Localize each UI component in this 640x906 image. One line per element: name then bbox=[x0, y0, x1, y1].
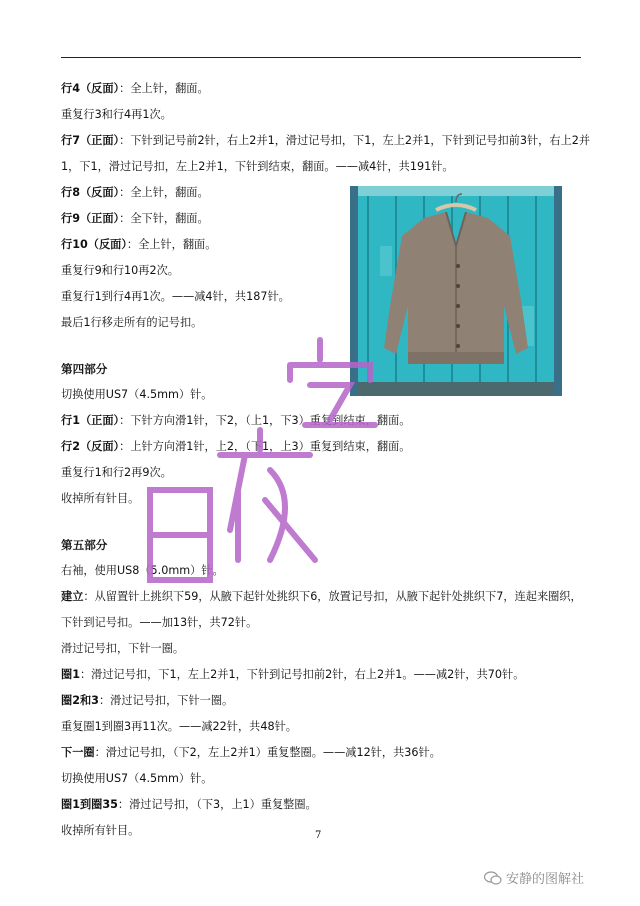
row-instruction: ：滑过记号扣，下1，左上2并1，下针到记号扣前2针，右上2并1。——减2针，共70针。 bbox=[79, 668, 525, 681]
row-label: 圈2和3 bbox=[61, 694, 99, 707]
text-line bbox=[61, 290, 290, 304]
text-line bbox=[61, 694, 233, 708]
row-instruction: 切换使用US7（4.5mm）针。 bbox=[61, 388, 213, 401]
text-line bbox=[61, 798, 317, 812]
row-instruction: ：全上针，翻面。 bbox=[119, 186, 209, 199]
page-number: 7 bbox=[315, 830, 322, 841]
row-instruction: 右袖，使用US8（5.0mm）针。 bbox=[61, 564, 224, 577]
section-heading bbox=[61, 538, 107, 552]
text-line bbox=[61, 82, 209, 96]
row-instruction: 收掉所有针目。 bbox=[61, 824, 140, 837]
text-line bbox=[61, 590, 582, 604]
row-label: 第五部分 bbox=[61, 538, 108, 552]
row-label: 行1（正面） bbox=[61, 414, 120, 427]
row-instruction: ：滑过记号扣，（下2，左上2并1）重复整圈。——减12针，共36针。 bbox=[94, 746, 441, 759]
header-rule bbox=[61, 57, 581, 58]
row-instruction: ：下针到记号前2针，右上2并1，滑过记号扣，下1，左上2并1，下针到记号扣前3针，右上2并 bbox=[119, 134, 591, 147]
text-line bbox=[61, 492, 139, 506]
row-instruction: ：下针方向滑1针，下2，（上1，下3）重复到结束，翻面。 bbox=[119, 414, 411, 427]
text-line bbox=[61, 160, 454, 174]
text-line bbox=[61, 108, 172, 122]
row-label: 行10（反面） bbox=[61, 238, 127, 251]
row-instruction: 1，下1，滑过记号扣，左上2并1，下针到结束，翻面。——减4针，共191针。 bbox=[61, 160, 454, 173]
row-instruction: ：全下针，翻面。 bbox=[119, 212, 209, 225]
text-line bbox=[61, 668, 524, 682]
text-line bbox=[61, 824, 139, 838]
footer-text: 安静的图解社 bbox=[506, 872, 585, 887]
row-instruction: 重复行9和行10再2次。 bbox=[61, 264, 179, 277]
text-line bbox=[61, 616, 257, 630]
row-instruction: 收掉所有针目。 bbox=[61, 492, 140, 505]
row-instruction: 切换使用US7（4.5mm）针。 bbox=[61, 772, 213, 785]
row-label: 行4（反面） bbox=[61, 82, 120, 95]
row-label: 行2（反面） bbox=[61, 440, 120, 453]
row-instruction: 重复行1和行2再9次。 bbox=[61, 466, 172, 479]
text-line bbox=[61, 772, 213, 786]
row-instruction: ：从留置针上挑织下59，从腋下起针处挑织下6，放置记号扣，从腋下起针处挑织下7，连起来圈织， bbox=[83, 590, 582, 603]
row-label: 圈1 bbox=[61, 668, 80, 681]
row-instruction: ：全上针，翻面。 bbox=[126, 238, 217, 251]
row-label: 下一圈 bbox=[61, 746, 95, 759]
text-line bbox=[61, 134, 590, 148]
row-label: 第四部分 bbox=[61, 362, 108, 376]
text-line bbox=[61, 564, 224, 578]
text-line bbox=[61, 466, 172, 480]
text-line bbox=[61, 264, 179, 278]
row-instruction: ：滑过记号扣，（下3，上1）重复整圈。 bbox=[117, 798, 317, 811]
row-instruction: ：上针方向滑1针，上2，（下1，上3）重复到结束，翻面。 bbox=[119, 440, 411, 453]
text-line bbox=[61, 720, 297, 734]
text-line bbox=[61, 186, 209, 200]
text-line bbox=[61, 440, 411, 454]
wechat-icon bbox=[484, 871, 502, 885]
cardigan-photo bbox=[350, 186, 562, 396]
text-line bbox=[61, 414, 411, 428]
row-instruction: 重复圈1到圈3再11次。——减22针，共48针。 bbox=[61, 720, 297, 733]
row-instruction: 下针到记号扣。——加13针，共72针。 bbox=[61, 616, 258, 629]
footer-brand bbox=[484, 868, 584, 887]
text-line bbox=[61, 238, 216, 252]
row-instruction: 最后1行移走所有的记号扣。 bbox=[61, 316, 203, 329]
row-instruction: 重复行1到行4再1次。——减4针，共187针。 bbox=[61, 290, 290, 303]
row-label: 行7（正面） bbox=[61, 134, 120, 147]
text-line bbox=[61, 212, 209, 226]
row-label: 建立 bbox=[61, 590, 84, 603]
section-heading bbox=[61, 362, 107, 376]
text-line bbox=[61, 746, 441, 760]
row-instruction: 重复行3和行4再1次。 bbox=[61, 108, 172, 121]
text-line bbox=[61, 642, 184, 656]
row-label: 行8（反面） bbox=[61, 186, 120, 199]
row-label: 圈1到圈35 bbox=[61, 798, 118, 811]
row-instruction: ：滑过记号扣，下针一圈。 bbox=[98, 694, 234, 707]
row-instruction: 滑过记号扣，下针一圈。 bbox=[61, 642, 185, 655]
row-instruction: ：全上针，翻面。 bbox=[119, 82, 209, 95]
text-line bbox=[61, 388, 213, 402]
text-line bbox=[61, 316, 202, 330]
row-label: 行9（正面） bbox=[61, 212, 120, 225]
